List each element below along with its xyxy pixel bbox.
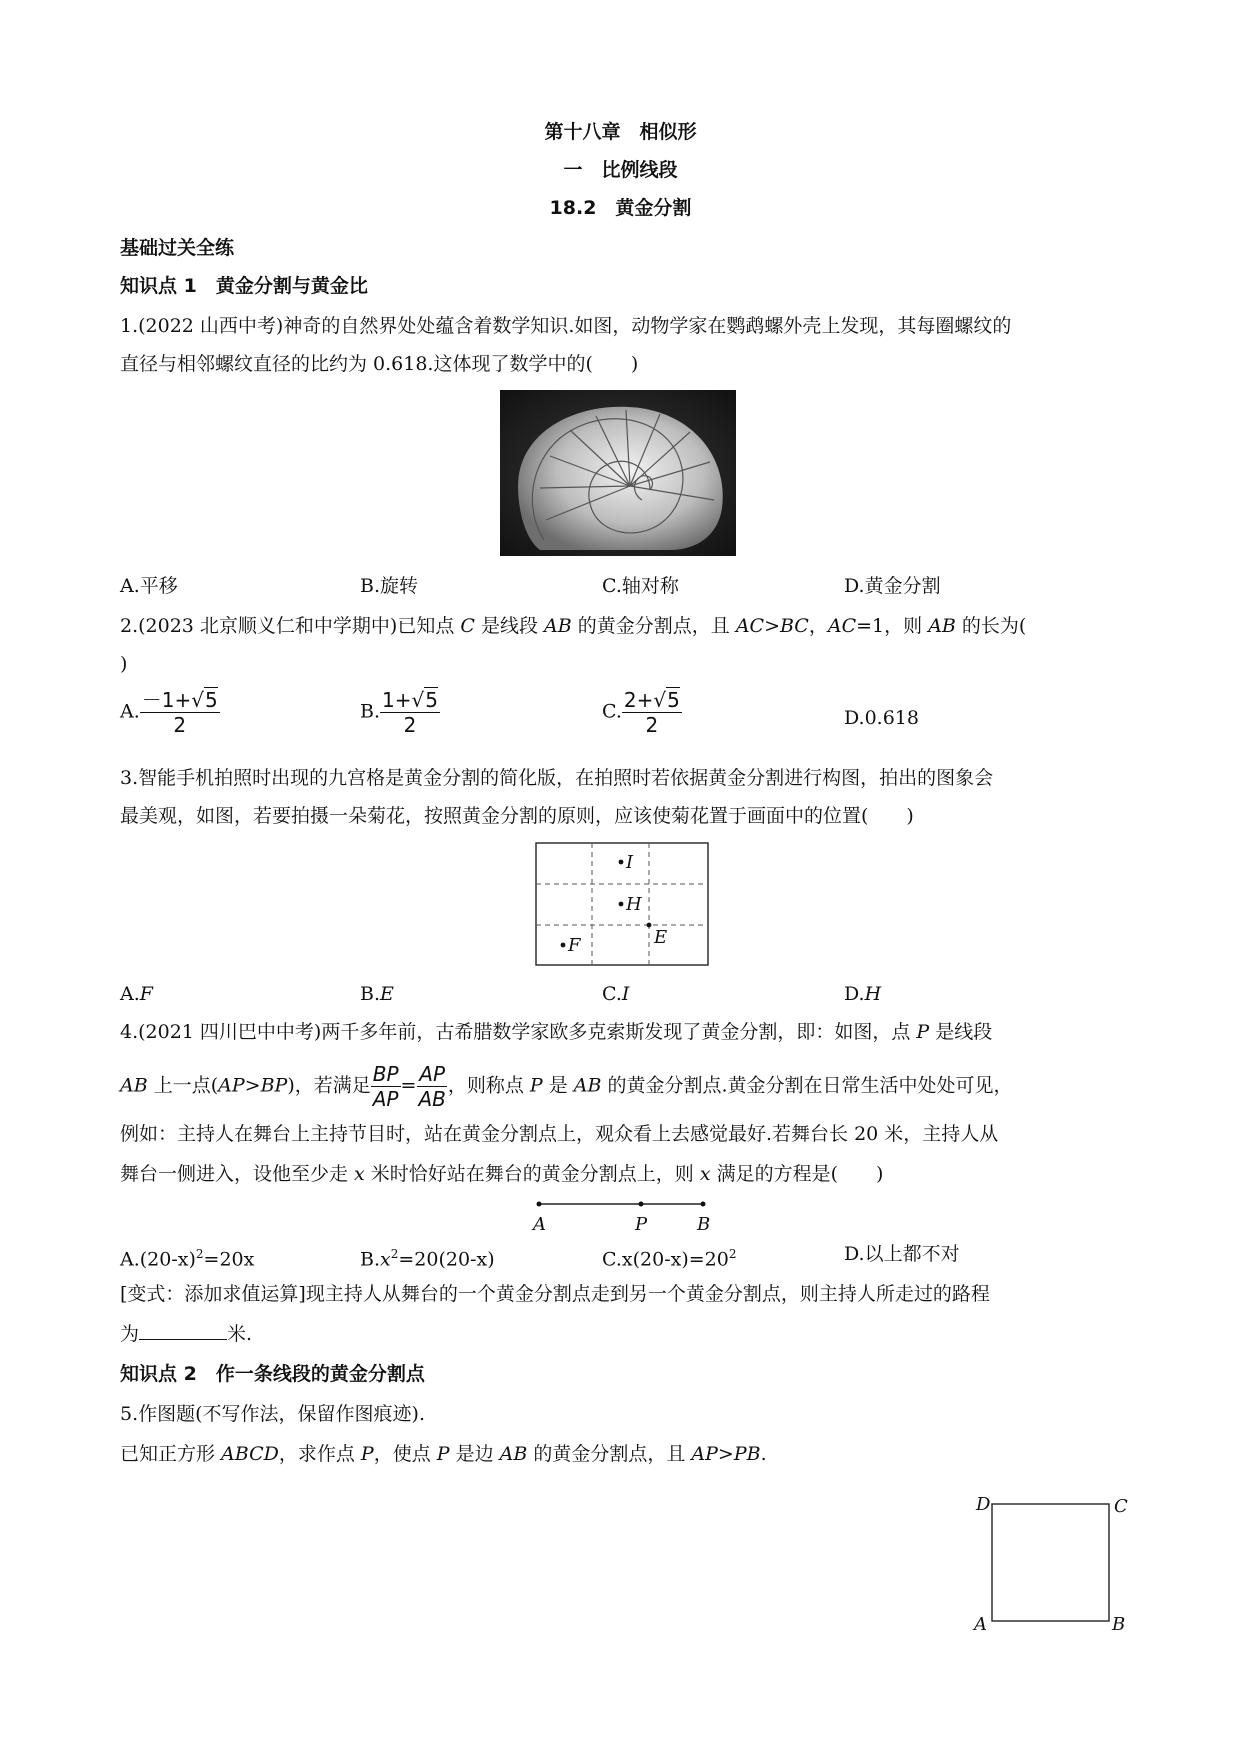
q4-text: 的黄金分割点.黄金分割在日常生活中处处可见，: [601, 1074, 1013, 1097]
fraction: $\frac{2+√5}{2}$: [623, 688, 680, 737]
chapter-title: 第十八章 相似形: [544, 121, 697, 143]
q5-var: P: [360, 1443, 374, 1465]
q5-var: AB: [499, 1443, 528, 1465]
exponent: 2: [390, 1247, 399, 1261]
q4-text: 是: [542, 1074, 574, 1097]
point-h: [619, 902, 624, 907]
q4-var: P: [529, 1074, 543, 1097]
option-label: B.: [360, 983, 381, 1005]
radicand: 5: [205, 688, 218, 712]
square-abcd-diagram: [970, 1490, 1130, 1636]
q3-option-a: [120, 980, 153, 1008]
q3-option-b: [360, 980, 394, 1008]
q2-option-c: [602, 688, 682, 737]
q1-option-b: B.旋转: [360, 575, 419, 597]
option-label: A.: [120, 700, 140, 723]
q1-option-d: D.黄金分割: [844, 575, 941, 597]
label-b: B: [697, 1214, 711, 1235]
knowledge-point-2: 知识点 2 作一条线段的黄金分割点: [120, 1363, 425, 1385]
q4-text: =: [400, 1074, 417, 1097]
label-f: F: [568, 935, 581, 956]
label-c: C: [1114, 1496, 1128, 1517]
q5-line-1: 5.作图题(不写作法，保留作图痕迹).: [120, 1403, 425, 1425]
q2-text: ，: [808, 615, 828, 637]
denominator: AP: [372, 1087, 399, 1111]
radicand: 5: [667, 688, 680, 712]
label-i: I: [626, 852, 634, 873]
point-i: [619, 860, 624, 865]
nautilus-shell-photo: [500, 390, 736, 556]
label-b: B: [1112, 1614, 1126, 1635]
option-value: E: [380, 983, 394, 1005]
q2-option-a: [120, 688, 220, 737]
q4-line-3: 例如：主持人在舞台上主持节目时，站在黄金分割点上，观众看上去感觉最好.若舞台长 20 米，主持人从: [120, 1123, 999, 1145]
q4-var: P: [916, 1021, 930, 1043]
q5-text: 的黄金分割点，且: [527, 1443, 692, 1465]
q4-text: 满足的方程是( ): [710, 1163, 884, 1185]
q4-var: x: [354, 1163, 365, 1185]
label-h: H: [626, 894, 642, 915]
option-label: B.: [360, 1248, 381, 1271]
exponent: 2: [728, 1247, 737, 1261]
q2-var: AC: [827, 615, 857, 637]
q3-line-2: 最美观，如图，若要拍摄一朵菊花，按照黄金分割的原则，应该使菊花置于画面中的位置( ): [120, 805, 914, 827]
label-a: A: [974, 1614, 987, 1635]
q2-var: AB: [928, 615, 956, 637]
option-label: C.: [602, 983, 622, 1005]
q5-text: ，求作点: [278, 1443, 361, 1465]
point-e: [647, 923, 652, 928]
point-a: [537, 1202, 542, 1207]
q4-line-4: [120, 1160, 883, 1188]
q1-option-c: C.轴对称: [602, 575, 679, 597]
q5-var: ABCD: [221, 1443, 279, 1465]
fraction: $\frac{-1+√5}{2}$: [141, 688, 218, 737]
subsection-title: 18.2 黄金分割: [549, 197, 692, 219]
q2-text: 的黄金分割点，且: [571, 615, 736, 637]
point-p: [639, 1202, 644, 1207]
option-value: F: [139, 983, 153, 1005]
option-text: =20x: [203, 1248, 255, 1271]
q4-text: )，若满足: [287, 1074, 371, 1097]
nine-grid-diagram: [535, 842, 710, 968]
denominator: 2: [645, 713, 659, 737]
q4-option-d: D.以上都不对: [844, 1243, 960, 1265]
q2-var: AC>BC: [735, 615, 809, 637]
fraction-bp-ap: [371, 1062, 401, 1111]
q4-text: 为: [120, 1323, 140, 1345]
q4-option-b: [360, 1240, 495, 1273]
option-value: I: [621, 983, 630, 1005]
q2-line-2: ): [120, 653, 128, 675]
q2-text: =1，则: [856, 615, 929, 637]
q4-line-1: [120, 1018, 992, 1046]
q4-text: 上一点(: [147, 1074, 219, 1097]
q4-var: x: [699, 1163, 711, 1185]
q4-var: AP>BP: [218, 1074, 288, 1097]
denominator: 2: [173, 713, 187, 737]
exponent: 2: [195, 1247, 204, 1261]
q5-text: 已知正方形: [120, 1443, 222, 1465]
q4-text: 米.: [227, 1323, 253, 1345]
q4-var: AB: [573, 1074, 602, 1097]
denominator: AB: [418, 1087, 446, 1111]
option-text: A.(20-x): [120, 1248, 196, 1271]
q5-text: ，使点: [373, 1443, 437, 1465]
part-title: 基础过关全练: [120, 237, 235, 259]
label-a: A: [533, 1214, 546, 1235]
q2-option-d: D.0.618: [844, 707, 919, 729]
label-d: D: [976, 1494, 991, 1515]
q1-line-2: 直径与相邻螺纹直径的比约为 0.618.这体现了数学中的( ): [120, 353, 639, 375]
fraction-ap-ab: [416, 1062, 447, 1111]
q4-line-2: [120, 1062, 1013, 1111]
q1-option-a: A.平移: [120, 575, 178, 597]
numerator: AP: [419, 1062, 446, 1086]
q4-var: AB: [120, 1074, 148, 1097]
q2-option-b: [360, 688, 440, 737]
q4-text: 米时恰好站在舞台的黄金分割点上，则: [364, 1163, 700, 1185]
q4-variant-line-2: [120, 1320, 252, 1348]
option-label: B.: [360, 700, 381, 723]
q4-variant-line-1: [变式：添加求值运算]现主持人从舞台的一个黄金分割点走到另一个黄金分割点，则主持人所走过的路程: [120, 1283, 990, 1305]
q5-var: AP>PB: [691, 1443, 761, 1465]
q1-line-1: 1.(2022 山西中考)神奇的自然界处处蕴含着数学知识.如图，动物学家在鹦鹉螺外壳上发现，其每圈螺纹的: [120, 315, 1012, 337]
option-text: =20(20-x): [398, 1248, 495, 1271]
q5-var: P: [436, 1443, 450, 1465]
numerator-text: －1+: [141, 688, 192, 712]
q2-var: C: [460, 615, 475, 637]
q3-option-c: [602, 980, 629, 1008]
q4-text: 4.(2021 四川巴中中考)两千多年前，古希腊数学家欧多克索斯发现了黄金分割，即：如图，点: [120, 1021, 917, 1043]
option-label: D.: [844, 983, 865, 1005]
q2-text: 的长为(: [955, 615, 1027, 637]
numerator: BP: [372, 1062, 399, 1086]
denominator: 2: [403, 713, 417, 737]
q2-text: 是线段: [474, 615, 545, 637]
q5-line-2: [120, 1440, 767, 1468]
option-label: A.: [120, 983, 140, 1005]
option-var: x: [380, 1248, 391, 1271]
point-b: [701, 1202, 706, 1207]
q4-option-c: [602, 1240, 737, 1273]
point-f: [561, 943, 566, 948]
radicand: 5: [425, 688, 438, 712]
q3-line-1: 3.智能手机拍照时出现的九宫格是黄金分割的简化版，在拍照时若依据黄金分割进行构图，拍出的图象会: [120, 767, 994, 789]
q2-var: AB: [544, 615, 572, 637]
q4-text: 是线段: [929, 1021, 993, 1043]
option-value: H: [864, 983, 882, 1005]
option-text: C.x(20-x)=20: [602, 1248, 729, 1271]
q5-text: 是边: [449, 1443, 500, 1465]
label-e: E: [654, 927, 668, 948]
section-title: 一 比例线段: [563, 159, 678, 181]
knowledge-point-1: 知识点 1 黄金分割与黄金比: [120, 275, 368, 297]
fraction: $\frac{1+√5}{2}$: [382, 688, 438, 737]
q2-text: 2.(2023 北京顺义仁和中学期中)已知点: [120, 615, 461, 637]
numerator-text: 1+: [382, 688, 412, 712]
label-p: P: [635, 1214, 648, 1235]
q4-option-a: [120, 1240, 254, 1273]
q4-text: 舞台一侧进入，设他至少走: [120, 1163, 355, 1185]
q3-option-d: [844, 980, 881, 1008]
q5-text: .: [760, 1443, 767, 1465]
q4-text: ，则称点: [447, 1074, 530, 1097]
segment-diagram: [525, 1196, 715, 1236]
answer-blank[interactable]: [139, 1321, 227, 1340]
option-label: C.: [602, 700, 622, 723]
numerator-text: 2+: [623, 688, 654, 712]
q2-line-1: [120, 612, 1026, 640]
